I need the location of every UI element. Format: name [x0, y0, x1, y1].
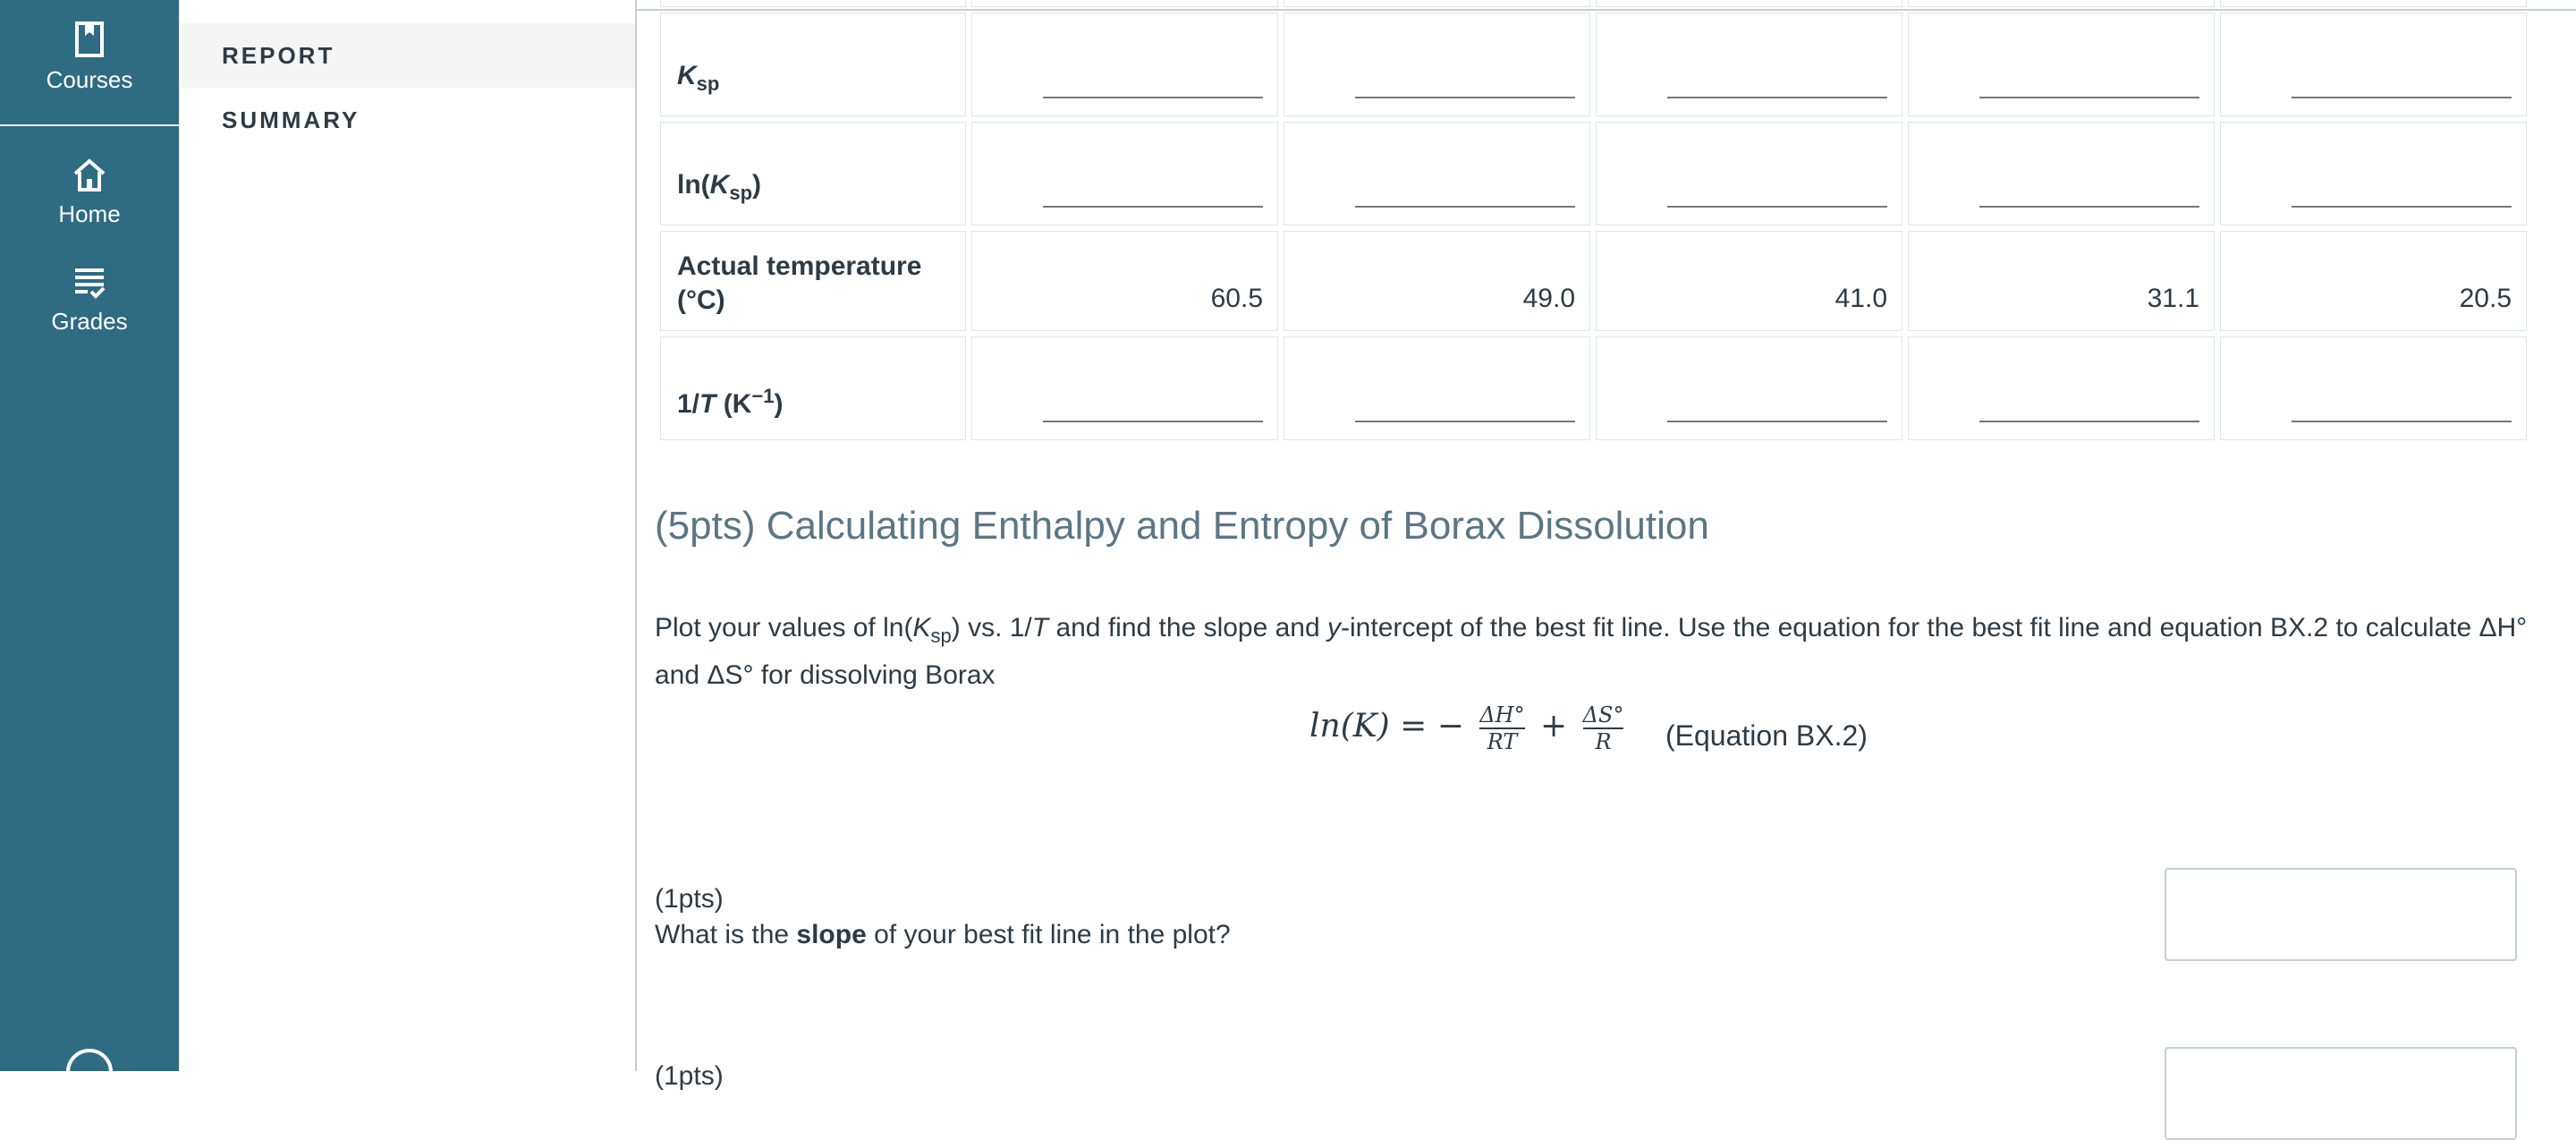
question-next-points: (1pts)	[655, 1061, 724, 1091]
nav-divider	[0, 124, 179, 126]
course-nav-summary[interactable]: SUMMARY	[222, 106, 360, 133]
table-row	[660, 13, 2527, 116]
inverse-temp-cell-2	[1284, 336, 1590, 440]
section-heading: (5pts) Calculating Enthalpy and Entropy of Borax Dissolution	[655, 504, 1709, 548]
inverse-temp-input-5[interactable]	[2292, 419, 2512, 422]
lnksp-cell-2	[1284, 122, 1590, 225]
question-text-a: What is the	[655, 920, 797, 949]
question-slope	[655, 881, 1231, 953]
temperature-cell-3	[1596, 231, 1902, 331]
instructions-part-b: ) vs. 1/	[951, 613, 1032, 642]
inverse-temp-input-1[interactable]	[1043, 419, 1263, 422]
table-row	[660, 0, 2527, 7]
temperature-cell-4	[1908, 231, 2215, 331]
global-nav	[0, 0, 179, 1071]
lnksp-input-4[interactable]	[1979, 204, 2199, 208]
table-row	[660, 336, 2527, 440]
ksp-cell-2	[1284, 13, 1590, 116]
inverse-temp-row-label: 1/T $(K^{-1})$	[660, 336, 966, 440]
lnksp-cell-3	[1596, 122, 1902, 225]
temperature-cell-2	[1284, 231, 1590, 331]
question-points: (1pts)	[655, 884, 724, 914]
temperature-label-line1: Actual temperature	[677, 251, 922, 281]
inverse-temp-input-3[interactable]	[1667, 419, 1887, 422]
ksp-cell-3	[1596, 13, 1902, 116]
slope-answer-input[interactable]	[2165, 868, 2517, 961]
lnksp-cell-4	[1908, 122, 2215, 225]
ksp-cell-4	[1908, 13, 2215, 116]
temperature-value-1: 60.5	[1210, 284, 1263, 313]
inverse-temp-cell-3	[1596, 336, 1902, 440]
temperature-value-3: 41.0	[1835, 284, 1887, 313]
lnksp-cell-1	[971, 122, 1278, 225]
instructions-part-d: -intercept of the best fit line. Use the equation for the best fit line and equation BX.2 to calculate ΔH° and ΔS° for dissolving Borax	[655, 613, 2528, 690]
table-row	[660, 231, 2527, 331]
course-nav-report[interactable]: REPORT	[179, 23, 635, 88]
instructions-part-a: Plot your values of ln(	[655, 613, 913, 642]
ksp-input-1[interactable]	[1043, 95, 1263, 98]
temperature-value-4: 31.1	[2147, 284, 2199, 313]
table-cell	[971, 0, 1278, 7]
table-header-cell	[660, 0, 966, 7]
grades-icon	[72, 265, 107, 301]
temperature-value-5: 20.5	[2459, 284, 2512, 313]
courses-label: Courses	[46, 66, 133, 93]
book-icon	[72, 20, 107, 59]
ksp-input-5[interactable]	[2292, 95, 2512, 98]
inverse-temp-cell-1	[971, 336, 1278, 440]
ksp-cell-5	[2220, 13, 2527, 116]
lnksp-cell-5	[2220, 122, 2527, 225]
table-cell	[2220, 0, 2527, 7]
question-text-bold: slope	[796, 920, 867, 949]
table-row	[660, 122, 2527, 225]
equation-bx2: ln(K) = − $\frac{\Delta H^\circ}{RT}$ + $\frac{\Delta S^\circ}{R}$	[1309, 702, 1624, 754]
ksp-row-label: $K_{sp}$	[660, 13, 966, 116]
lnksp-input-5[interactable]	[2292, 204, 2512, 208]
section-instructions: Plot your values of $\ln(K_{sp})$ vs. 1/T and find the slope and y-intercept of the best fit line. Use the equation for the best fit line and equation BX.2 to calculate ΔH° and ΔS° for dissolving Borax	[655, 613, 2528, 690]
lnksp-input-1[interactable]	[1043, 204, 1263, 208]
question-text-b: of your best fit line in the plot?	[866, 920, 1231, 949]
equation-label: (Equation BX.2)	[1665, 719, 1868, 752]
temperature-cell-5	[2220, 231, 2527, 331]
home-nav-button[interactable]	[0, 157, 179, 228]
inverse-temp-input-4[interactable]	[1979, 419, 2199, 422]
enthalpy-fraction: $\frac{\Delta H^\circ}{RT}$	[1479, 702, 1525, 754]
data-table	[655, 0, 2532, 446]
temperature-value-2: 49.0	[1522, 284, 1575, 313]
temperature-cell-1	[971, 231, 1278, 331]
courses-nav-button[interactable]	[0, 20, 179, 94]
help-icon[interactable]	[66, 1049, 113, 1095]
instructions-part-c: and find the slope and	[1055, 613, 1320, 642]
table-cell	[1284, 0, 1590, 7]
ksp-input-3[interactable]	[1667, 95, 1887, 98]
entropy-fraction: $\frac{\Delta S^\circ}{R}$	[1582, 702, 1624, 754]
lnksp-input-2[interactable]	[1355, 204, 1575, 208]
table-cell	[1908, 0, 2215, 7]
lnksp-input-3[interactable]	[1667, 204, 1887, 208]
temperature-row-label	[660, 231, 966, 331]
grades-nav-button[interactable]	[0, 265, 179, 336]
lnksp-row-label: $\ln(K_{sp})$	[660, 122, 966, 225]
temperature-label-line2: (°C)	[677, 285, 725, 315]
inverse-temp-input-2[interactable]	[1355, 419, 1575, 422]
inverse-temp-cell-4	[1908, 336, 2215, 440]
home-icon	[70, 157, 109, 193]
ksp-input-4[interactable]	[1979, 95, 2199, 98]
ksp-input-2[interactable]	[1355, 95, 1575, 98]
home-label: Home	[58, 200, 121, 227]
ksp-cell-1	[971, 13, 1278, 116]
table-cell	[1596, 0, 1902, 7]
grades-label: Grades	[51, 308, 128, 335]
inverse-temp-cell-5	[2220, 336, 2527, 440]
next-answer-input[interactable]	[2165, 1047, 2517, 1140]
main-content	[637, 0, 2576, 1091]
course-nav	[179, 0, 637, 1071]
